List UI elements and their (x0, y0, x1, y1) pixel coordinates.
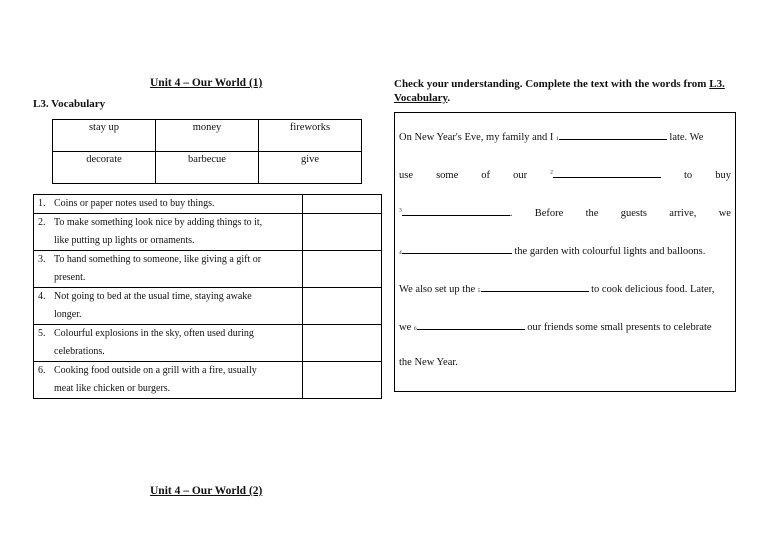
definition-row (34, 195, 382, 214)
gap-6[interactable] (417, 319, 525, 330)
word-stay-up: stay up (53, 120, 156, 152)
definition-text: 3. To hand something to someone, like giving a gift or present. (34, 251, 303, 288)
word-fireworks: fireworks (259, 120, 362, 152)
unit-title-1: Unit 4 – Our World (1) (150, 77, 263, 89)
passage-line-4: 4 the garden with colourful lights and balloons. (399, 243, 731, 257)
definition-text: 5. Colourful explosions in the sky, often used during celebrations. (34, 325, 303, 362)
gap-1[interactable] (559, 129, 667, 140)
answer-cell[interactable] (303, 288, 382, 325)
vocabulary-heading: L3. Vocabulary (33, 98, 106, 110)
answer-cell[interactable] (303, 362, 382, 399)
unit-title-2: Unit 4 – Our World (2) (150, 485, 263, 497)
definition-text: 4. Not going to bed at the usual time, staying awake longer. (34, 288, 303, 325)
definition-row (34, 288, 382, 325)
gap-2[interactable] (553, 167, 661, 178)
passage-box (394, 112, 736, 392)
definition-row (34, 325, 382, 362)
definitions-table (33, 194, 382, 399)
definition-text: 1. Coins or paper notes used to buy things. (34, 195, 303, 214)
passage-line-7: the New Year. (399, 357, 458, 368)
answer-cell[interactable] (303, 195, 382, 214)
passage-line-5: We also set up the 5 to cook delicious food. Later, (399, 281, 731, 295)
definition-row (34, 362, 382, 399)
gap-3[interactable] (402, 205, 510, 216)
answer-cell[interactable] (303, 251, 382, 288)
exercise-instruction: Check your understanding. Complete the text with the words from L3. Vocabulary. (394, 78, 725, 104)
answer-cell[interactable] (303, 214, 382, 251)
passage-line-2: use some of our $^2$ to buy (399, 167, 731, 181)
word-box-row (53, 152, 362, 184)
passage-line-6: we 6 our friends some small presents to celebrate (399, 319, 731, 333)
word-money: money (156, 120, 259, 152)
definition-text: 2. To make something look nice by adding things to it, like putting up lights or ornaments. (34, 214, 303, 251)
passage-line-1: On New Year's Eve, my family and I 1 late. We (399, 129, 731, 143)
definition-row (34, 251, 382, 288)
definition-text: 6. Cooking food outside on a grill with a fire, usually meat like chicken or burgers. (34, 362, 303, 399)
gap-5[interactable] (481, 281, 589, 292)
word-box (52, 119, 362, 184)
gap-4[interactable] (402, 243, 512, 254)
answer-cell[interactable] (303, 325, 382, 362)
passage-line-3: $^3$ . Before the guests arrive, we (399, 205, 731, 219)
word-give: give (259, 152, 362, 184)
word-barbecue: barbecue (156, 152, 259, 184)
definition-row (34, 214, 382, 251)
word-decorate: decorate (53, 152, 156, 184)
word-box-row (53, 120, 362, 152)
